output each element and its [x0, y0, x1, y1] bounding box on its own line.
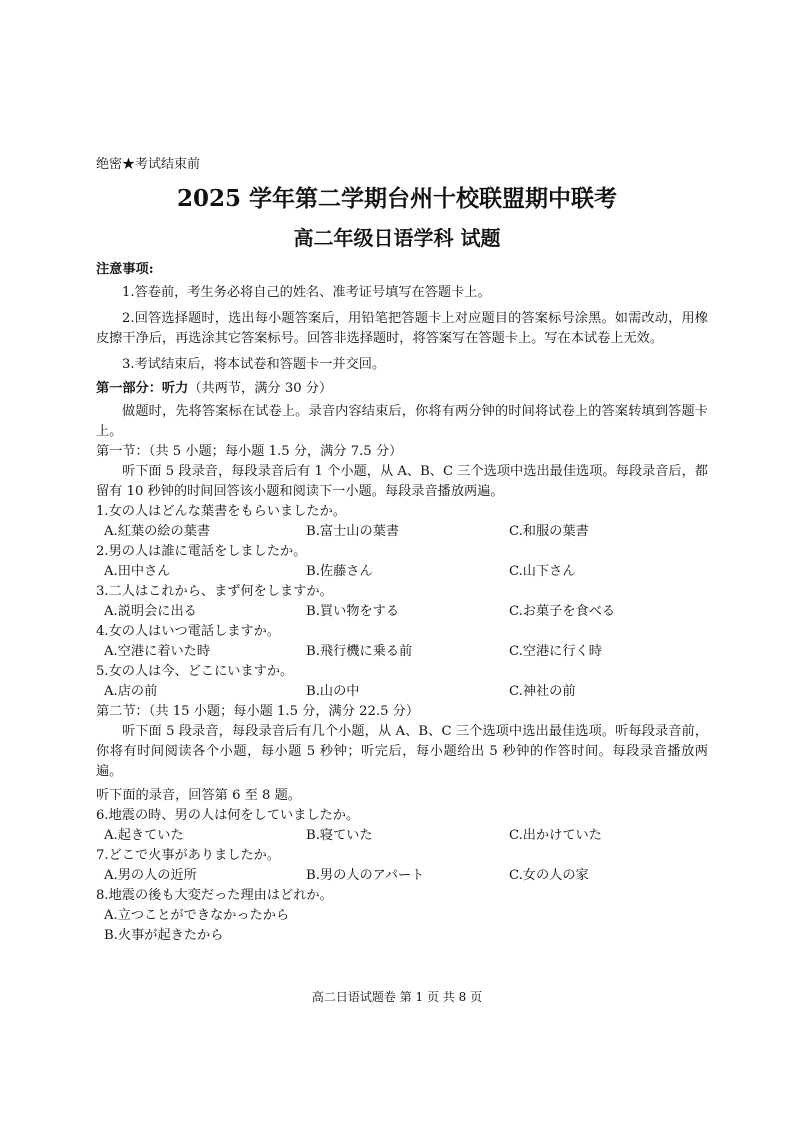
question-text: 2.男の人は誰に電話をしましたか。	[96, 544, 307, 559]
question-text: 5.女の人は今、どこにいますか。	[96, 664, 294, 679]
section2-prompt: 听下面的录音，回答第 6 至 8 题。	[96, 788, 301, 803]
part1-heading-bold: 第一部分：听力	[96, 381, 189, 396]
options-row	[96, 866, 708, 886]
confidential-label: 绝密★考试结束前	[96, 157, 201, 172]
part1-heading-rest: （共两节，满分 30 分）	[188, 381, 333, 396]
exam-body	[96, 260, 708, 946]
notes-heading: 注意事项:	[96, 262, 154, 277]
option-a: A.説明会に出る	[104, 604, 197, 619]
option-b: B.山の中	[306, 684, 360, 699]
option-c: C.お菓子を食べる	[509, 604, 616, 619]
option-c: C.神社の前	[509, 684, 576, 699]
section1-instruction: 听下面 5 段录音，每段录音后有 1 个小题，从 A、B、C 三个选项中选出最佳选项。每段录音后，都留有 10 秒钟的时间回答该小题和阅读下一小题。每段录音播放两遍。	[96, 464, 708, 499]
option-a: A.紅葉の絵の葉書	[104, 524, 211, 539]
option-b: B.買い物をする	[306, 604, 400, 619]
options-row	[96, 682, 708, 702]
section2-heading: 第二节：（共 15 小题；每小题 1.5 分，满分 22.5 分）	[96, 704, 420, 719]
option-b: B.火事が起きたから	[104, 928, 224, 943]
note-item: 1.答卷前，考生务必将自己的姓名、准考证号填写在答题卡上。	[122, 285, 491, 300]
option-c: C.出かけていた	[509, 828, 602, 843]
options-row	[96, 826, 708, 846]
option-b: B.寝ていた	[306, 828, 373, 843]
question-text: 6.地震の時、男の人は何をしていましたか。	[96, 808, 360, 823]
option-b: B.飛行機に乗る前	[306, 644, 413, 659]
exam-title: 2025 学年第二学期台州十校联盟期中联考	[176, 185, 618, 212]
question-text: 7.どこで火事がありましたか。	[96, 848, 281, 863]
option-a: A.田中さん	[104, 564, 171, 579]
part1-heading	[96, 379, 708, 399]
options-row	[96, 562, 708, 582]
options-row	[96, 522, 708, 542]
note-item: 2.回答选择题时，选出每小题答案后，用铅笔把答题卡上对应题目的答案标号涂黑。如需改动，用橡皮擦干净后，再选涂其它答案标号。回答非选择题时，将答案写在答题卡上。写在本试卷上无效。	[96, 311, 708, 346]
note-item: 3.考试结束后，将本试卷和答题卡一并交回。	[122, 357, 386, 372]
options-row	[96, 642, 708, 662]
page-footer: 高二日语试题卷 第 1 页 共 8 页	[311, 990, 483, 1004]
section1-heading: 第一节：（共 5 小题；每小题 1.5 分，满分 7.5 分）	[96, 444, 403, 459]
option-a: A.店の前	[104, 684, 158, 699]
option-b: B.佐藤さん	[306, 564, 373, 579]
question-text: 3.二人はこれから、まず何をしますか。	[96, 584, 333, 599]
option-b: B.男の人のアパート	[306, 868, 425, 883]
option-a: A.男の人の近所	[104, 868, 197, 883]
option-c: C.女の人の家	[509, 868, 589, 883]
option-c: C.空港に行く時	[509, 644, 602, 659]
option-a: A.起きていた	[104, 828, 184, 843]
question-text: 1.女の人はどんな葉書をもらいましたか。	[96, 504, 346, 519]
option-c: C.山下さん	[509, 564, 576, 579]
part1-instruction: 做题时，先将答案标在试卷上。录音内容结束后，你将有两分钟的时间将试卷上的答案转填到答题卡上。	[96, 404, 708, 439]
question-text: 4.女の人はいつ電話しますか。	[96, 624, 281, 639]
option-c: C.和服の葉書	[509, 524, 589, 539]
option-a: A.空港に着いた時	[104, 644, 211, 659]
exam-subtitle: 高二年级日语学科 试题	[293, 226, 501, 250]
options-row	[96, 602, 708, 622]
option-a: A.立つことができなかったから	[104, 908, 290, 923]
option-b: B.富士山の葉書	[306, 524, 400, 539]
question-text: 8.地震の後も大変だった理由はどれか。	[96, 888, 333, 903]
section2-instruction: 听下面 5 段录音，每段录音后有几个小题，从 A、B、C 三个选项中选出最佳选项。听每段录音前，你将有时间阅读各个小题，每小题 5 秒钟；听完后，每小题给出 5 秒钟的作答时间。每段录音播放两遍。	[96, 724, 708, 779]
